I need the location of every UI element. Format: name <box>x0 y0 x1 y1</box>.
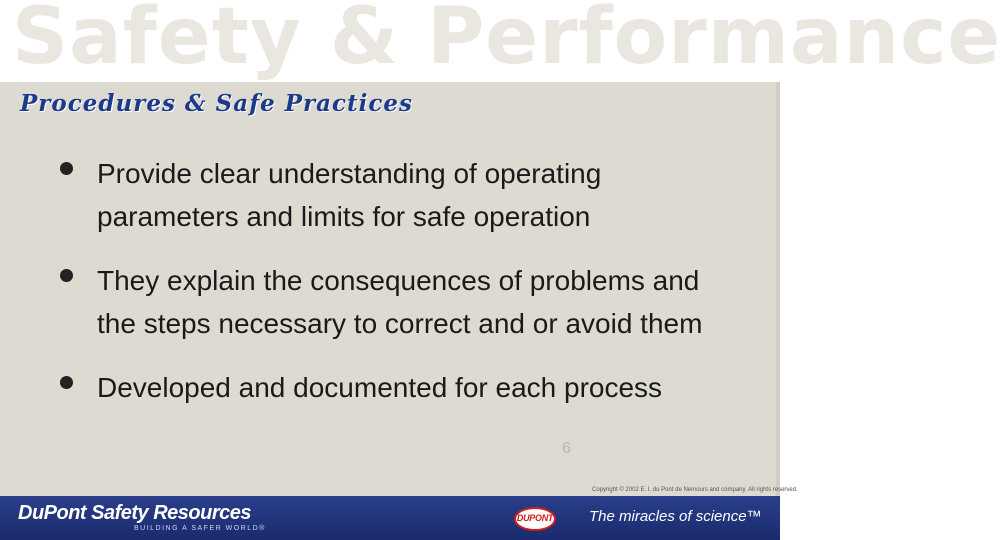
page-number: 6 <box>562 440 571 457</box>
bullet-dot-icon <box>60 376 73 389</box>
bullet-item <box>60 152 740 238</box>
bullet-list <box>60 152 740 430</box>
bullet-dot-icon <box>60 162 73 175</box>
dupont-logo-icon <box>514 507 556 531</box>
footer-brand <box>18 502 266 534</box>
bullet-text: Provide clear understanding of operating parameters and limits for safe operation <box>97 158 602 232</box>
bullet-text: They explain the consequences of problems and the steps necessary to correct and or avoid them <box>97 265 703 339</box>
bullet-item <box>60 259 740 345</box>
slide-subtitle: Procedures & Safe Practices <box>20 90 413 117</box>
logo-text: DUPONT <box>516 513 554 523</box>
bullet-text: Developed and documented for each process <box>97 372 663 403</box>
panel-edge <box>776 82 780 496</box>
footer-bar <box>0 496 780 540</box>
copyright-notice: Copyright © 2002 E. I. du Pont de Nemours and company. All rights reserved. <box>592 487 798 493</box>
watermark-title: Safety & Performance <box>12 0 1001 82</box>
bullet-dot-icon <box>60 269 73 282</box>
footer-slogan: The miracles of science™ <box>589 508 762 525</box>
brand-name: DuPont Safety Resources <box>18 502 252 524</box>
brand-tagline: BUILDING A SAFER WORLD® <box>134 525 266 532</box>
bullet-item <box>60 366 740 409</box>
